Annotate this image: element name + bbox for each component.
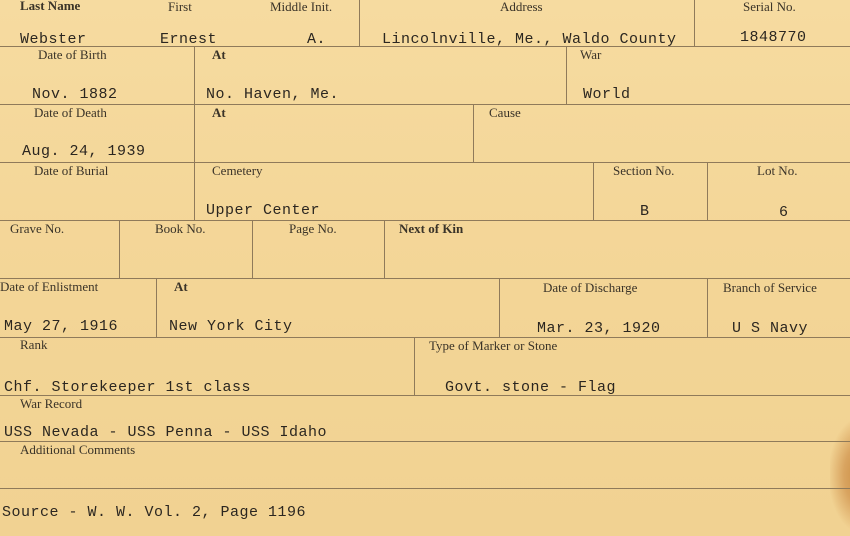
date-of-burial-label: Date of Burial: [34, 163, 109, 178]
war-value: World: [583, 86, 631, 103]
section-no-label: Section No.: [613, 163, 675, 178]
column-divider: [473, 104, 474, 162]
middle-init-value: A.: [307, 31, 327, 48]
column-divider: [119, 220, 120, 278]
birth-place-value: No. Haven, Me.: [206, 86, 340, 103]
column-divider: [707, 278, 708, 337]
column-divider: [384, 220, 385, 278]
first-name-label: First: [168, 0, 192, 14]
row-divider: [0, 104, 850, 105]
birth-at-label: At: [212, 47, 226, 62]
row-divider: [0, 278, 850, 279]
column-divider: [566, 46, 567, 104]
column-divider: [359, 0, 360, 46]
column-divider: [707, 162, 708, 220]
marker-type-value: Govt. stone - Flag: [445, 379, 617, 396]
address-label: Address: [500, 0, 543, 14]
address-value: Lincolnville, Me., Waldo County: [382, 31, 677, 48]
war-record-label: War Record: [20, 396, 83, 411]
serial-no-label: Serial No.: [743, 0, 796, 14]
cemetery-value: Upper Center: [206, 202, 321, 219]
column-divider: [593, 162, 594, 220]
date-of-discharge-label: Date of Discharge: [543, 280, 638, 295]
last-name-value: Webster: [20, 31, 87, 48]
enlistment-at-label: At: [174, 279, 188, 294]
row-divider: [0, 337, 850, 338]
page-no-label: Page No.: [289, 221, 337, 236]
section-no-value: B: [640, 203, 650, 220]
column-divider: [156, 278, 157, 337]
next-of-kin-label: Next of Kin: [399, 221, 464, 236]
last-name-label: Last Name: [20, 0, 81, 13]
death-at-label: At: [212, 105, 226, 120]
middle-init-label: Middle Init.: [270, 0, 333, 14]
source-value: Source - W. W. Vol. 2, Page 1196: [2, 504, 307, 521]
column-divider: [414, 337, 415, 395]
row-divider: [0, 162, 850, 163]
additional-comments-label: Additional Comments: [20, 442, 136, 457]
first-name-value: Ernest: [160, 31, 218, 48]
date-of-birth-value: Nov. 1882: [32, 86, 118, 103]
paper-stain: [830, 420, 850, 530]
date-of-enlistment-value: May 27, 1916: [4, 318, 119, 335]
serial-no-value: 1848770: [740, 29, 807, 46]
cause-label: Cause: [489, 105, 521, 120]
book-no-label: Book No.: [155, 221, 206, 236]
column-divider: [252, 220, 253, 278]
date-of-enlistment-label: Date of Enlistment: [0, 279, 99, 294]
grave-no-label: Grave No.: [10, 221, 65, 236]
column-divider: [194, 46, 195, 220]
enlistment-place-value: New York City: [169, 318, 293, 335]
branch-of-service-value: U S Navy: [732, 320, 809, 337]
lot-no-value: 6: [779, 204, 789, 221]
lot-no-label: Lot No.: [757, 163, 798, 178]
column-divider: [499, 278, 500, 337]
date-of-death-value: Aug. 24, 1939: [22, 143, 146, 160]
date-of-death-label: Date of Death: [34, 105, 107, 120]
row-divider: [0, 488, 850, 489]
war-label: War: [580, 47, 602, 62]
war-record-value: USS Nevada - USS Penna - USS Idaho: [4, 424, 328, 441]
rank-value: Chf. Storekeeper 1st class: [4, 379, 252, 396]
marker-type-label: Type of Marker or Stone: [429, 338, 558, 353]
date-of-birth-label: Date of Birth: [38, 47, 107, 62]
branch-of-service-label: Branch of Service: [723, 280, 817, 295]
cemetery-label: Cemetery: [212, 163, 263, 178]
date-of-discharge-value: Mar. 23, 1920: [537, 320, 661, 337]
rank-label: Rank: [20, 337, 48, 352]
column-divider: [694, 0, 695, 46]
